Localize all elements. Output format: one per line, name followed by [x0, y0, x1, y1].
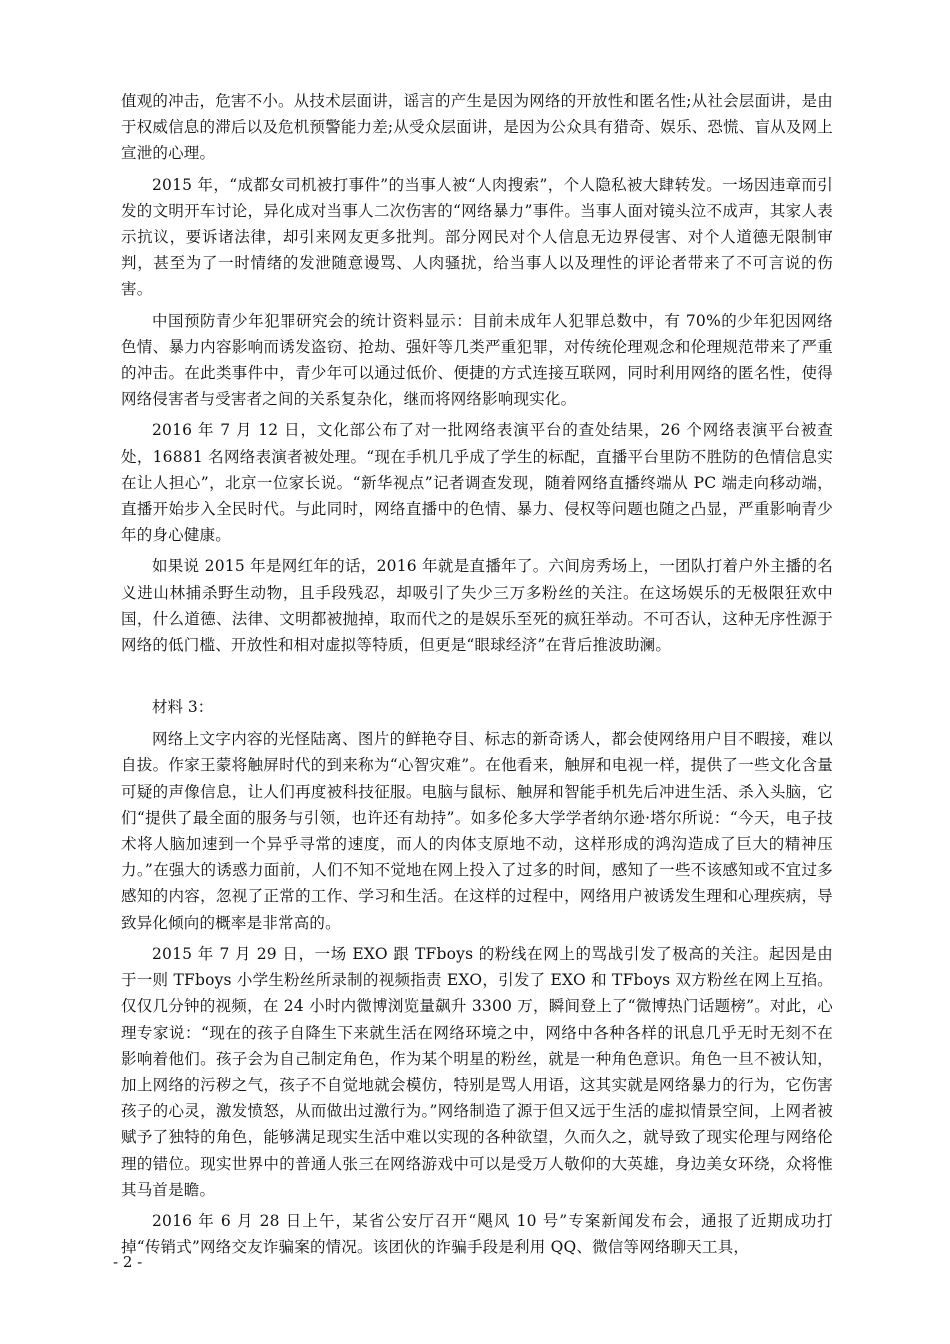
section-spacer	[121, 658, 833, 694]
paragraph-chengdu-driver: 2015 年，“成都女司机被打事件”的当事人被“人肉搜索”，个人隐私被大肆转发。一场因违章而引发的文明开车讨论，异化成对当事人二次伤害的“网络暴力”事件。当事人面对镜头泣不成声，其家人表示抗议，要诉诸法律，却引来网友更多批判。部分网民对个人信息无边界侵害、对个人道德无限制审判，甚至为了一时情绪的发泄随意谩骂、人肉骚扰，给当事人以及理性的评论者带来了不可言说的伤害。	[121, 175, 833, 299]
paragraph-fan-war: 2015 年 7 月 29 日，一场 EXO 跟 TFboys 的粉线在网上的骂战引发了极高的关注。起因是由于一则 TFboys 小学生粉丝所录制的视频指责 EXO，引发了 EXO 和 TFboys 双方粉丝在网上互掐。仅仅几分钟的视频，在 24 小时内微博浏览量飙升 3300 万，瞬间登上了“微博热门话题榜”。对此，心理专家说：“现在的孩子自降生下来就生活在网络环境之中，网络中各种各样的讯息几乎无时无刻不在影响着他们。孩子会为自己制定角色，作为某个明星的粉丝，就是一种角色意识。角色一旦不被认知，加上网络的污秽之气，孩子不自觉地就会模仿，特别是骂人用语，这其实就是网络暴力的行为，它伤害孩子的心灵，激发愤怒，从而做出过激行为。”网络制造了源于但又远于生活的虚拟情景空间，上网者被赋予了独特的角色，能够满足现实生活中难以实现的各种欲望，久而久之，就导致了现实伦理与网络伦理的错位。现实世界中的普通人张三在网络游戏中可以是受万人敬仰的大英雄，身边美女环绕，众将惟其马首是瞻。	[121, 944, 833, 1199]
paragraph-live-streaming-year: 如果说 2015 年是网红年的话，2016 年就是直播年了。六间房秀场上，一团队打着户外主播的名义进山林捕杀野生动物，且手段残忍，却吸引了失少三万多粉丝的关注。在这场娱乐的无极限狂欢中国，什么道德、法律、文明都被抛掉，取而代之的是娱乐至死的疯狂举动。不可否认，这种无序性源于网络的低门槛、开放性和相对虚拟等特质，但更是“眼球经济”在背后推波助澜。	[121, 557, 833, 655]
paragraph-live-platform-crackdown: 2016 年 7 月 12 日，文化部公布了对一批网络表演平台的查处结果，26 个网络表演平台被查处，16881 名网络表演者被处理。“现在手机几乎成了学生的标配，直播平台里防不胜防的色情信息实在让人担心”，北京一位家长说。“新华视点”记者调查发现，随着网络直播终端从 PC 端走向移动端，直播开始步入全民时代。与此同时，网络直播中的色情、暴力、侵权等问题也随之凸显，严重影响青少年的身心健康。	[121, 421, 833, 545]
document-body	[121, 88, 833, 1260]
section-heading-material-3: 材料 3：	[152, 698, 214, 717]
paragraph-youth-crime-stats: 中国预防青少年犯罪研究会的统计资料显示：目前未成年人犯罪总数中，有 70%的少年犯因网络色情、暴力内容影响而诱发盗窃、抢劫、强奸等几类严重犯罪，对传统伦理观念和伦理规范带来了严重的冲击。在此类事件中，青少年可以通过低价、便捷的方式连接互联网，同时利用网络的匿名性，使得网络侵害者与受害者之间的关系复杂化，继而将网络影响现实化。	[121, 311, 833, 409]
paragraph-touchscreen-era: 网络上文字内容的光怪陆离、图片的鲜艳夺目、标志的新奇诱人，都会使网络用户目不暇接，难以自拔。作家王蒙将触屏时代的到来称为“心智灾难”。在他看来，触屏和电视一样，提供了一些文化含量可疑的声像信息，让人们再度被科技征服。电脑与鼠标、触屏和智能手机先后冲进生活、杀入头脑，它们“提供了最全面的服务与引领，也许还有劫持”。如多伦多大学学者纳尔逊·塔尔所说：“今天，电子技术将人脑加速到一个异乎寻常的速度，而人的肉体支原地不动，这样形成的鸿沟造成了巨大的精神压力。”在强大的诱惑力面前，人们不知不觉地在网上投入了过多的时间，感知了一些不该感知或不宜过多感知的内容，忽视了正常的工作、学习和生活。在这样的过程中，网络用户被诱发生理和心理疾病，导致异化倾向的概率是非常高的。	[121, 730, 833, 932]
paragraph-fraud-case: 2016 年 6 月 28 日上午，某省公安厅召开“飓风 10 号”专案新闻发布会，通报了近期成功打掉“传销式”网络交友诈骗案的情况。该团伙的诈骗手段是利用 QQ、微信等网络聊天工具，	[121, 1211, 833, 1257]
page-number: - 2 -	[113, 1253, 143, 1271]
paragraph-rumor-causes: 值观的冲击，危害不小。从技术层面讲，谣言的产生是因为网络的开放性和匿名性;从社会层面讲，是由于权威信息的滞后以及危机预警能力差;从受众层面讲，是因为公众具有猎奇、娱乐、恐慌、盲从及网上宣泄的心理。	[121, 92, 833, 163]
